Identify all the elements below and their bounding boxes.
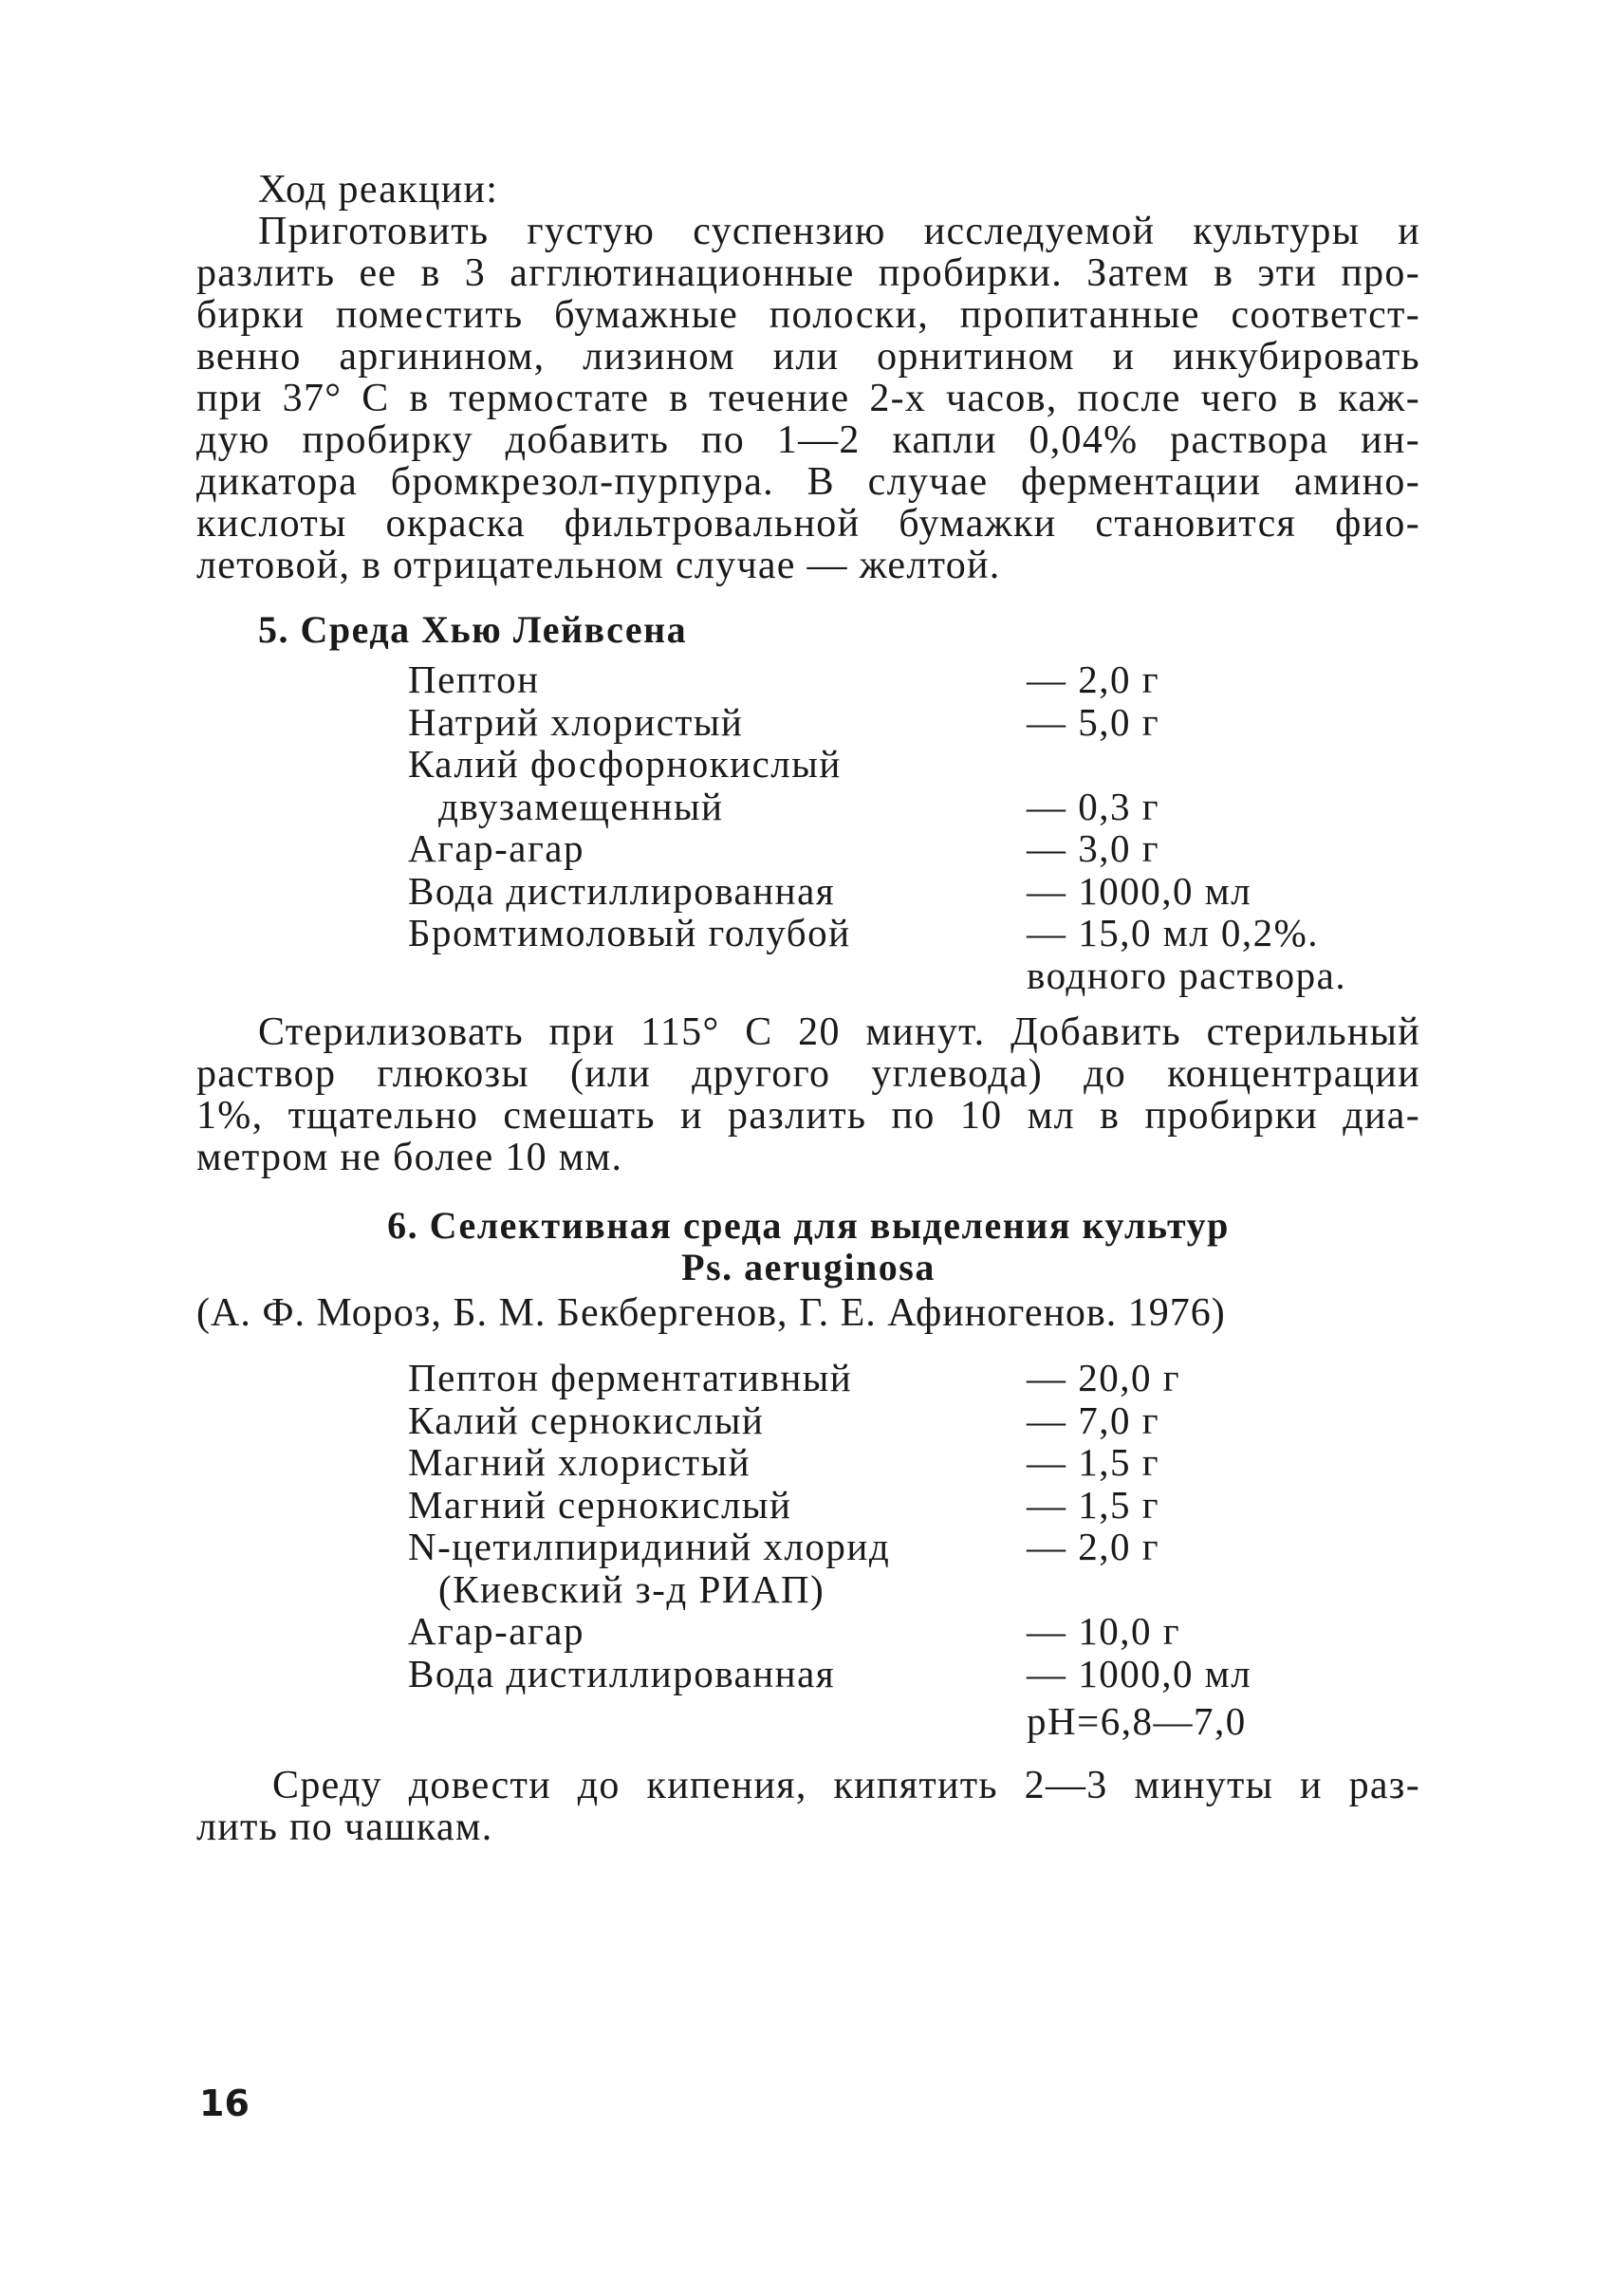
section-5-heading: 5. Среда Хью Лейвсена (258, 608, 688, 651)
section-6 (196, 1205, 1420, 1334)
ingredient-amount: — 5,0 г (1027, 699, 1160, 744)
ingredient-name: Калий фосфорнокислый (408, 742, 842, 786)
text-line: 1%, тщательно смешать и разлить по 10 мл в пробирки диа- (196, 1094, 1420, 1138)
ingredient-row (408, 1357, 1433, 1399)
ingredient-row (408, 786, 1433, 828)
instructions-text (196, 1765, 1420, 1848)
section-5 (196, 609, 1420, 651)
ingredient-amount: — 3,0 г (1027, 826, 1160, 870)
ingredient-row (408, 701, 1433, 744)
ingredient-name: N-цетилпиридиний хлорид (408, 1525, 891, 1568)
ingredient-name: Бромтимоловый голубой (408, 911, 851, 954)
ingredient-row (408, 1526, 1433, 1568)
section-5-recipe (408, 658, 1433, 996)
ingredient-row (408, 1700, 1433, 1743)
ingredient-row (408, 1653, 1433, 1695)
ingredient-name: Вода дистиллированная (408, 1651, 836, 1695)
ingredient-row (408, 954, 1433, 997)
text-line: лить по чашкам. (196, 1805, 493, 1849)
ingredient-row (408, 1610, 1433, 1653)
ingredient-row (408, 870, 1433, 913)
ingredient-amount: — 2,0 г (1027, 1525, 1160, 1568)
ingredient-row (408, 658, 1433, 701)
ingredient-name: Натрий хлористый (408, 699, 744, 744)
ingredient-name: двузамещенный (438, 784, 724, 828)
reaction-title: Ход реакции: (258, 168, 499, 212)
section-6-instructions (196, 1765, 1420, 1848)
ingredient-row (408, 1568, 1433, 1611)
ingredient-amount: — 15,0 мл 0,2%. (1027, 911, 1320, 954)
ingredient-name: Агар-агар (408, 826, 584, 870)
ingredient-name: Вода дистиллированная (408, 868, 836, 913)
text-line: метром не более 10 мм. (196, 1136, 623, 1179)
page-number: 16 (199, 2083, 250, 2124)
ingredient-row (408, 743, 1433, 786)
ingredient-amount: — 0,3 г (1027, 784, 1160, 828)
ingredient-row (408, 1484, 1433, 1527)
text-line: Приготовить густую суспензию исследуемой культуры и (258, 210, 1420, 253)
ingredient-name: (Киевский з-д РИАП) (438, 1566, 825, 1611)
text-line: разлить ее в 3 агглютинационные пробирки. Затем в эти про- (196, 251, 1420, 295)
ingredient-row (408, 1399, 1433, 1442)
section-5-instructions (196, 1011, 1420, 1178)
ingredient-amount: водного раствора. (1027, 953, 1347, 997)
ingredient-row (408, 1441, 1433, 1484)
reaction-procedure (196, 169, 1420, 586)
ingredient-amount: — 1000,0 мл (1027, 868, 1252, 913)
text-line: Стерилизовать при 115° С 20 минут. Добавить стерильный (258, 1010, 1420, 1054)
text-line: при 37° С в термостате в течение 2-х часов, после чего в каж- (196, 377, 1420, 420)
section-6-heading: 6. Селективная среда для выделения культур (387, 1204, 1230, 1247)
text-line: Среду довести до кипения, кипятить 2—3 минуты и раз- (272, 1764, 1420, 1807)
ingredient-name: Калий сернокислый (408, 1398, 765, 1442)
text-line: раствор глюкозы (или другого углевода) до концентрации (196, 1052, 1420, 1096)
ingredient-amount: — 1,5 г (1027, 1440, 1160, 1484)
section-6-recipe (408, 1357, 1433, 1743)
ingredient-amount: — 20,0 г (1027, 1356, 1181, 1399)
ingredient-amount: — 10,0 г (1027, 1609, 1181, 1653)
ingredient-row (408, 912, 1433, 954)
ingredient-amount: — 1,5 г (1027, 1482, 1160, 1527)
section-6-organism: Ps. aeruginosa (681, 1246, 936, 1288)
ingredient-row (408, 827, 1433, 870)
text-line: дую пробирку добавить по 1—2 капли 0,04% раствора ин- (196, 418, 1420, 462)
text-line: бирки поместить бумажные полоски, пропитанные соответст- (196, 293, 1420, 337)
ingredient-amount: — 2,0 г (1027, 657, 1160, 701)
text-line: дикатора бромкрезол-пурпура. В случае ферментации амино- (196, 460, 1420, 504)
reaction-text (196, 211, 1420, 586)
ingredient-amount: — 1000,0 мл (1027, 1651, 1252, 1695)
text-line: кислоты окраска фильтровальной бумажки становится фио- (196, 502, 1420, 546)
section-6-authors: (А. Ф. Мороз, Б. М. Бекбергенов, Г. Е. Афиногенов. 1976) (196, 1291, 1226, 1335)
ph-value: pH=6,8—7,0 (1027, 1699, 1247, 1743)
text-line: летовой, в отрицательном случае — желтой. (196, 544, 1001, 587)
ingredient-name: Магний хлористый (408, 1440, 751, 1484)
ingredient-amount: — 7,0 г (1027, 1398, 1160, 1442)
ingredient-name: Пептон ферментативный (408, 1356, 853, 1399)
instructions-text (196, 1011, 1420, 1178)
ingredient-name: Пептон (408, 657, 540, 701)
ingredient-name: Магний сернокислый (408, 1482, 792, 1527)
ingredient-name: Агар-агар (408, 1609, 584, 1653)
text-line: венно аргинином, лизином или орнитином и инкубировать (196, 335, 1420, 379)
